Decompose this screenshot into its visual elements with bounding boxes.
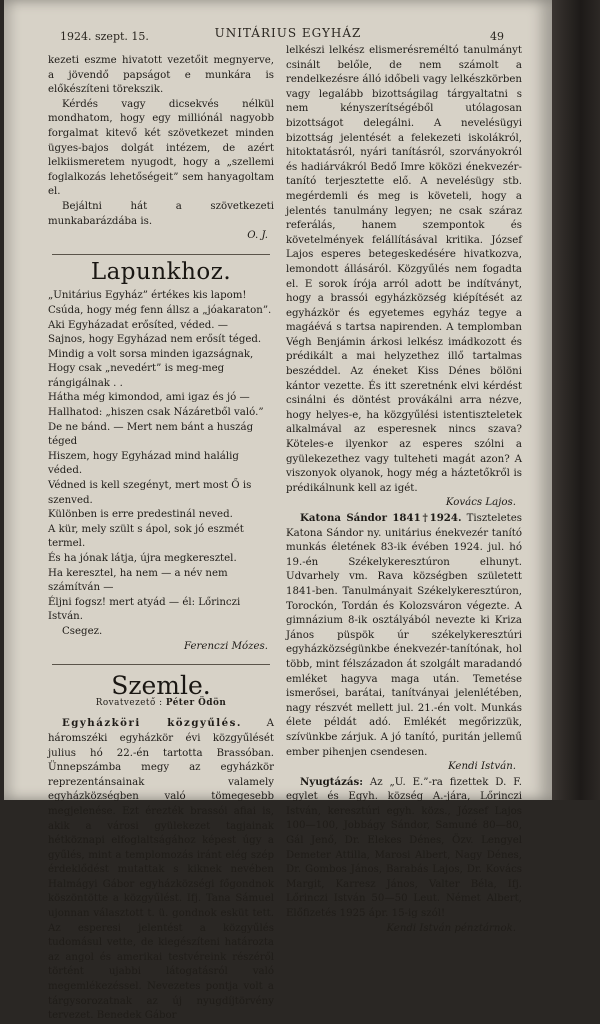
receipt-runin: Nyugtázás: (300, 775, 363, 788)
poem-line: Hallhatod: „hiszen csak Názáretből való.” (48, 407, 264, 419)
receipt-signature: Kendi István pénztárnok. (386, 922, 516, 934)
book-binding (552, 0, 600, 800)
page-number: 49 (490, 30, 504, 43)
review-runin: Egyházköri közgyűlés. (62, 717, 242, 730)
journal-page (4, 0, 552, 1022)
poem-line: Sajnos, hogy Egyházad nem erősít téged. (48, 334, 262, 346)
poem-line: Éljni fogsz! mert atyád — él: Lőrinczi István. (48, 596, 241, 623)
obituary-runin: Katona Sándor 1841†1924. (300, 512, 462, 524)
receipt-paragraph (286, 775, 522, 922)
issue-date: 1924. szept. 15. (60, 30, 149, 43)
review-editor (48, 696, 274, 711)
obituary-signature: Kendi István. (448, 761, 516, 773)
poem-title: Lapunkhoz. (90, 258, 232, 285)
intro-paragraph: Bejáltni hát a szövetkezeti munkabarázdába is. (48, 200, 274, 227)
left-column (48, 54, 274, 1024)
intro-paragraph: kezeti eszme hivatott vezetőit megnyerve, a jövendő papságot e munkára is előkészíteni törekszik. (48, 55, 274, 96)
right-column (286, 44, 522, 936)
poem-line: Csúda, hogy még fenn állsz a „jóakaraton”. (48, 304, 272, 316)
poem-line: „Unitárius Egyház” értékes kis lapom! (48, 290, 247, 302)
obituary-paragraph (286, 511, 522, 760)
poem-line: Különben is erre predestinál neved. (48, 509, 233, 521)
page-header (54, 26, 522, 46)
poem (48, 289, 274, 639)
poem-line: Mindig a volt sorsa minden igazságnak, (48, 348, 254, 360)
poem-place: Csegez. (62, 625, 103, 637)
continued-paragraph: lelkészi lelkész elismerésreméltó tanulmányt csinált belőle, de nem számolt a rendelkezésre álló időbeli vagy lelkészkörben vagy legalább bizottságilag tárgyaltatni s nem kényszerítségéből utólagosan bizottságot delegálni. A nevelésügyi bizottság jelentését a felekezeti iskolákról, hitoktatásról, nyári tanításról, szorványokról és hadiárvákról Bedő Imre köközi énekvezér-tanító terjesztette elő. A nevelésügy stb. megérdemli és meg is követeli, hogy a jelentés tanulmány legyen; ne csak száraz referálás, hanem szempontok és követelmények felállításával kritika. József Lajos esperes betegeskedésére hivatkozva, lemondott állásáról. Közgyűlés nem fogadta el. E sorok írója arról adott be indítványt, hogy a brassói egyházközség kiépítését az egyházkör és egyetemes egyház tegye a magáévá s tartsa napirenden. A templomban Végh Benjámin árkosi lelkész imádkozott és prédikált a mai helyzethez illő tartalmas beszéddel. Az éneket Kiss Dénes bölöni kántor vezette. És itt szeretnénk elvi kérdést csinálni és döntést provákálni arra nézve, hogy helyes-e, ha közgyűlési istentiszteletek alkalmával az esperesnek nincs szava? Köteles-e ilyenkor az esperes szólni a gyülekezethez vagy tulteheti magát azon? A viszonyok olyanok, hogy még a háztetőkről is prédikálnunk kell az igét. (286, 45, 522, 494)
poem-signature: Ferenczi Mózes. (184, 640, 268, 652)
journal-title: UNITÁRIUS EGYHÁZ (214, 26, 362, 40)
poem-line: De ne bánd. — Mert nem bánt a huszág téged (48, 421, 254, 448)
poem-line: Hiszem, hogy Egyházad mind halálig véded. (48, 450, 239, 477)
poem-line: Védned is kell szegényt, mert most Ő is szenved. (48, 480, 252, 506)
divider (52, 254, 270, 255)
review-editor-name: Péter Ödön (165, 697, 227, 708)
paragraph-signature: Kovács Lajos. (445, 497, 516, 509)
review-paragraph (48, 716, 274, 1023)
poem-line: Aki Egyházadat erősíted, véded. — (48, 319, 228, 331)
intro-paragraph: Kérdés vagy dicsekvés nélkül mondhatom, hogy egy milliónál nagyobb forgalmat kitevő két szövetkezet minden ügyes-bajos dolgát intézem, de azért lelkiismeretem nyugodt, hogy a „szellemi foglalkozás lehetőségeit” sem hanyagoltam el. (48, 98, 274, 198)
poem-line: Hátha még kimondod, ami igaz és jó — (48, 392, 250, 404)
poem-line: Hogy csak „nevedért” is meg-meg rángigálnak . . (48, 363, 225, 389)
poem-line: A kür, mely szült s ápol, sok jó eszmét termel. (48, 523, 244, 550)
receipt-text: Az „U. E.”-ra fizettek D. F. egylet és Egyh. község A.-jára, Lőrinczi István, keresztúri egyh. közs., József Lajos 100—100, Jobbágy Sándor, Samuné 80—80, Gál Jenő, Dr. Elekes Dénes, Özv. Lengyel Demeter Attilla, Marosi Albert, Nagy Dénes, Dr. Gombos János, Barabás Lajos, Dr. Kovács Margit, Karresz János, Valter Béla, Ifj. Lőrinczi István 50—50 Leut. Német Albert, Előfizetés 1925 ápr. 15-ig szól! (286, 776, 522, 920)
review-editor-label: Rovatvezető : (95, 697, 163, 708)
intro-signature: O. J. (247, 230, 268, 242)
review-title: Szemle. (111, 671, 211, 701)
poem-line: Ha keresztel, ha nem — a név nem számítván — (48, 567, 228, 594)
divider (52, 664, 270, 665)
poem-line: És ha jónak látja, újra megkeresztel. (48, 553, 237, 564)
obituary-text: Tiszteletes Katona Sándor ny. unitárius énekvezér tanító munkás életének 83-ik évében 1924. jul. hó 19.-én Székelykeresztúron elhunyt. Udvarhely vm. Rava községben született 1841-ben. Tanulmányait Székelykeresztúron, Torockón, Tordán és Kolozsváron végezte. A gimnázium 8-ik osztályából nevezte ki Kriza János püspök úr székelykeresztúri egyházközségünkbe énekvezér-tanítónak, hol több, mint félszázadon át szolgált maradandó emléket hagyva maga után. Temetése ismerősei, barátai, tanítványai jelenlétében, nagy részvét mellett jul. 21.-én volt. Munkás élete példát adó. Emlékét megőrizzük, szívünkbe zárjuk. A jó tanító, puritán jellemű ember pihenjen csendesen. (286, 513, 522, 758)
review-text: A háromszéki egyházkör évi közgyűlését julius hó 22.-én tartotta Brassóban. Ünnepszámba megy az egyházkör reprezentánsainak valamely egyházközségben való tömegesebb megjelenése. Ezt érezték brassói afiai is, akik a városi gyülekezet tagjainak hétköznapi elfoglaltságához képest úgy a gyűlés, mint a templomozás iránt elég szép érdeklődést mutattak s kiknek nevében Halmágyi Gábor egyházközségi főgondnok köszöntötte a közgyűlést. Ifj. Tana Sámuel ujonnan választott t. ü. gondnok esküt tett. Az esperesi jelentést a közgyűlés tudomásul vette, de kiegészíteni határozta az angol és amerikai testvéreink részéről történt ujabbi látogatásról való megemlékezéssel. Nevezetes pontja volt a tárgysorozatnak az új nyugdíjtörvény tervezet. Benedek Gábor (48, 718, 274, 1022)
